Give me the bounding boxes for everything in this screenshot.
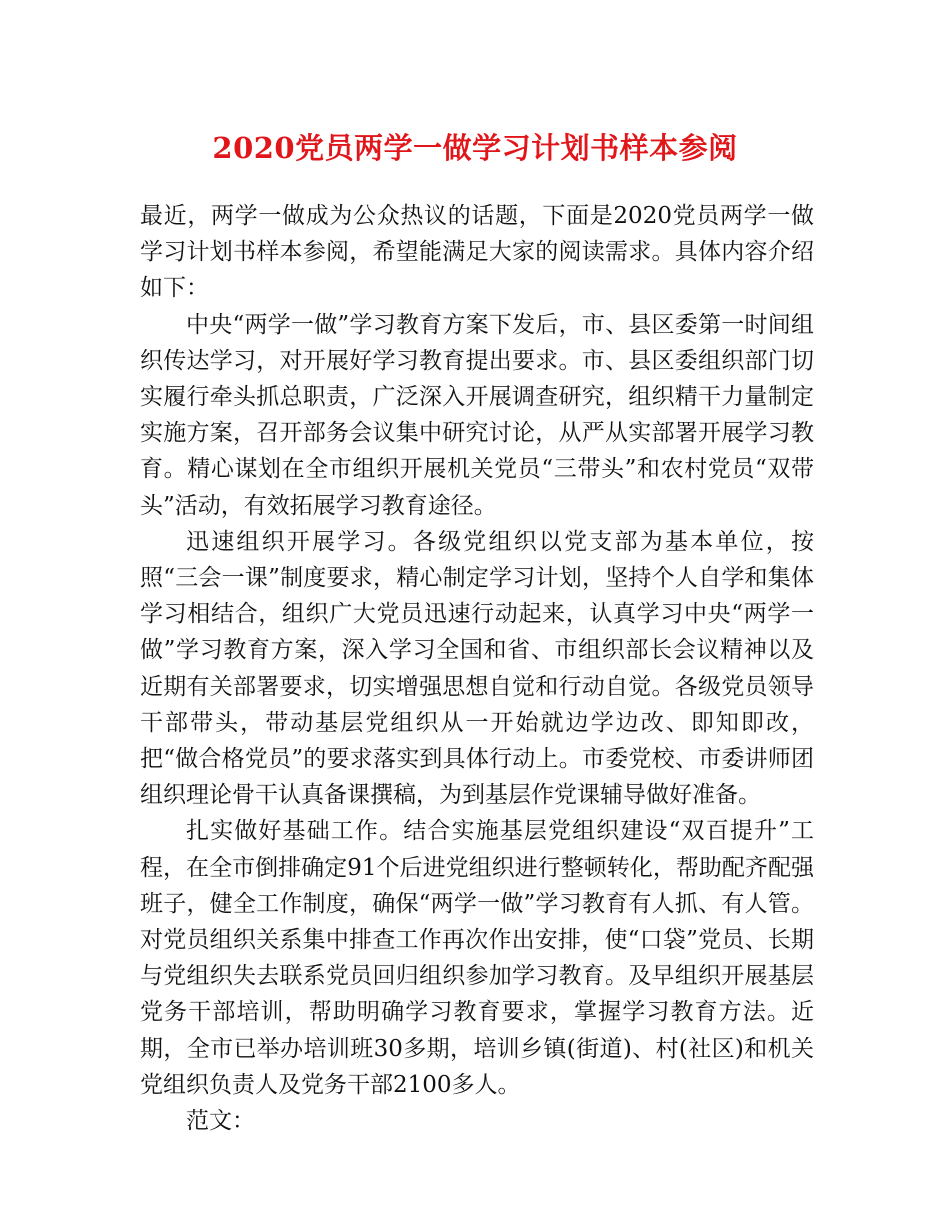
body-paragraph-3: 扎实做好基础工作。结合实施基层党组织建设“双百提升”工程，在全市倒排确定91个后进党组织进行整顿转化，帮助配齐配强班子，健全工作制度，确保“两学一做”学习教育有人抓、有人管。对党员组织关系集中排查工作再次作出安排，使“口袋”党员、长期与党组织失去联系党员回归组织参加学习教育。及早组织开展基层党务干部培训，帮助明确学习教育要求，掌握学习教育方法。近期，全市已举办培训班30多期，培训乡镇(街道)、村(社区)和机关党组织负责人及党务干部2100多人。: [140, 818, 814, 1098]
sample-label: 范文：: [186, 1108, 255, 1135]
document-body: [140, 198, 814, 1139]
body-paragraph-1: 中央“两学一做”学习教育方案下发后，市、县区委第一时间组织传达学习，对开展好学习教育提出要求。市、县区委组织部门切实履行牵头抓总职责，广泛深入开展调查研究，组织精干力量制定实施方案，召开部务会议集中研究讨论，从严从实部署开展学习教育。精心谋划在全市组织开展机关党员“三带头”和农村党员“双带头”活动，有效拓展学习教育途径。: [140, 311, 814, 519]
body-paragraph-2: 迅速组织开展学习。各级党组织以党支部为基本单位，按照“三会一课”制度要求，精心制定学习计划，坚持个人自学和集体学习相结合，组织广大党员迅速行动起来，认真学习中央“两学一做”学习教育方案，深入学习全国和省、市组织部长会议精神以及近期有关部署要求，切实增强思想自觉和行动自觉。各级党员领导干部带头，带动基层党组织从一开始就边学边改、即知即改，把“做合格党员”的要求落实到具体行动上。市委党校、市委讲师团组织理论骨干认真备课撰稿，为到基层作党课辅导做好准备。: [140, 528, 814, 809]
intro-paragraph: 最近，两学一做成为公众热议的话题，下面是2020党员两学一做学习计划书样本参阅，希望能满足大家的阅读需求。具体内容介绍如下：: [140, 203, 814, 302]
document-title: 2020党员两学一做学习计划书样本参阅: [212, 131, 738, 165]
